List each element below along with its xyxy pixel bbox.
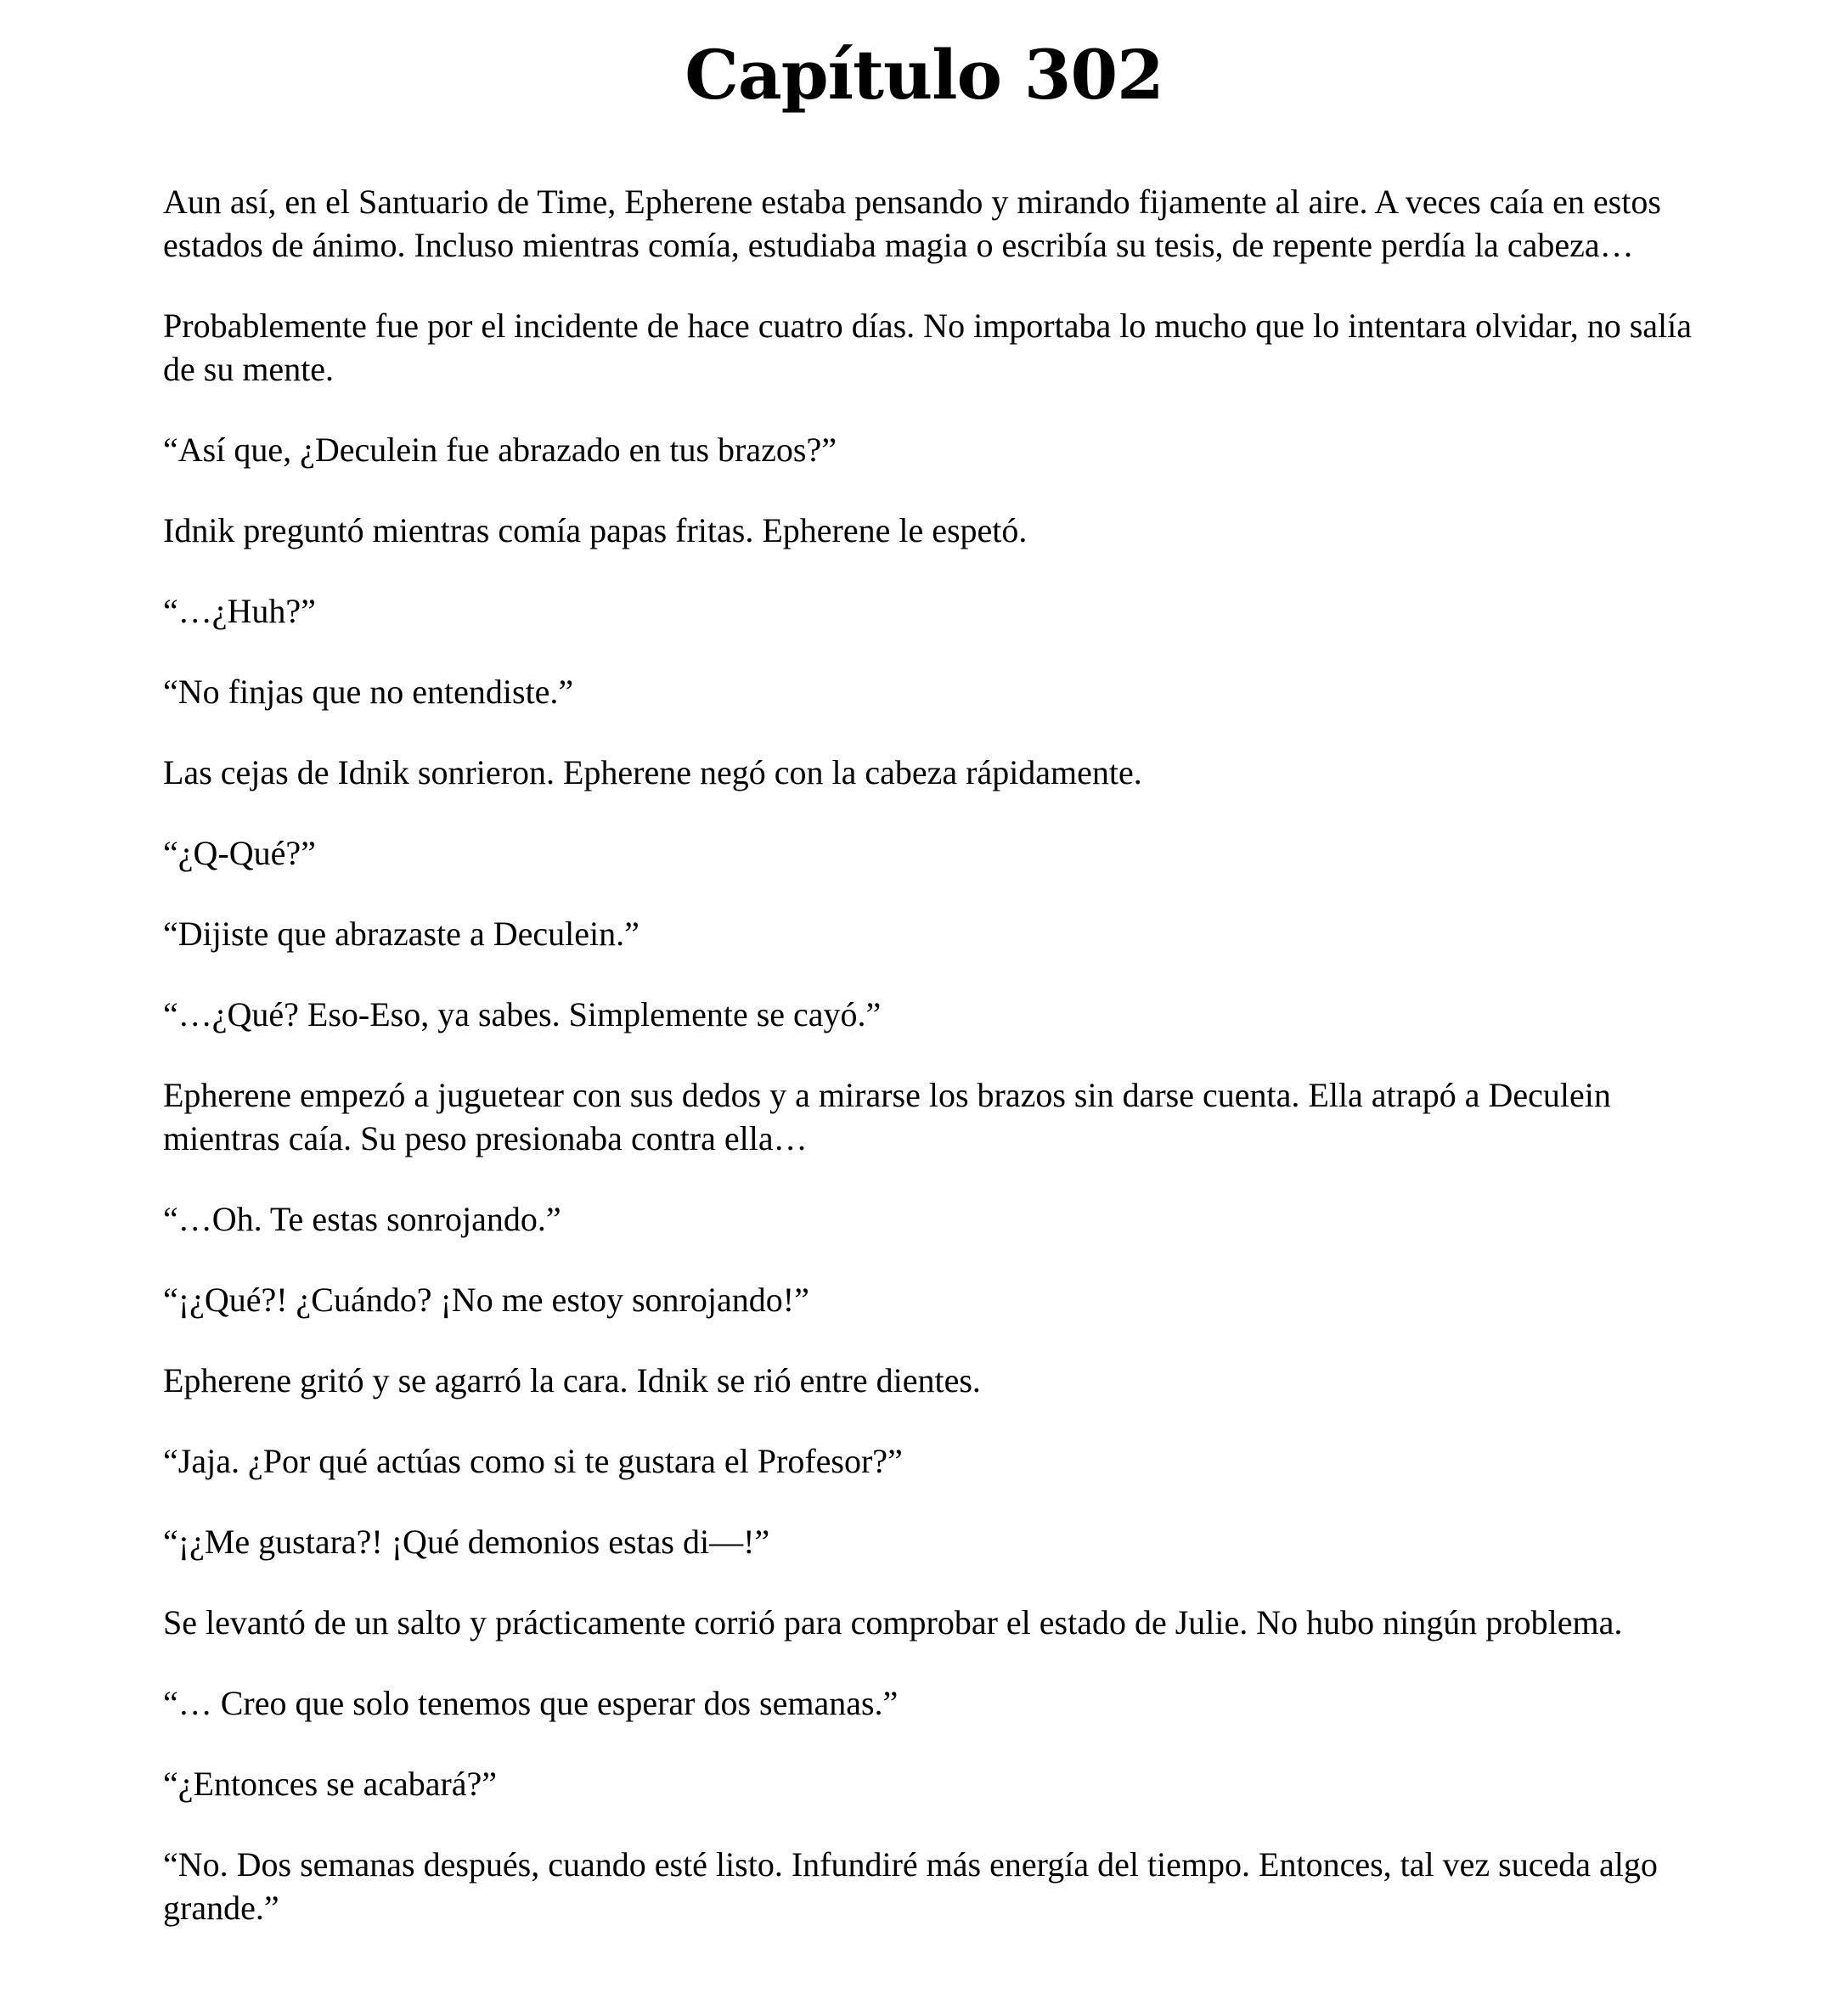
paragraph: “… Creo que solo tenemos que esperar dos semanas.”	[163, 1684, 899, 1722]
paragraph: “Dijiste que abrazaste a Deculein.”	[163, 915, 639, 953]
paragraph: “¿Q-Qué?”	[163, 834, 316, 872]
paragraph: “¡¿Me gustara?! ¡Qué demonios estas di—!”	[163, 1523, 770, 1561]
paragraph: “…¿Qué? Eso-Eso, ya sabes. Simplemente se cayó.”	[163, 995, 882, 1033]
paragraph: “Así que, ¿Deculein fue abrazado en tus brazos?”	[163, 431, 837, 469]
paragraph: Idnik preguntó mientras comía papas fritas. Epherene le espetó.	[163, 511, 1028, 549]
paragraph: “…Oh. Te estas sonrojando.”	[163, 1200, 561, 1238]
chapter-body	[163, 180, 1692, 1929]
paragraph: “No finjas que no entendiste.”	[163, 673, 574, 711]
paragraph: Las cejas de Idnik sonrieron. Epherene negó con la cabeza rápidamente.	[163, 753, 1142, 791]
paragraph: “…¿Huh?”	[163, 592, 316, 630]
paragraph: “No. Dos semanas después, cuando esté listo. Infundiré más energía del tiempo. Entonces, tal vez suceda algo grande.”	[163, 1845, 1658, 1927]
chapter-title: Capítulo 302	[685, 35, 1163, 115]
paragraph: Probablemente fue por el incidente de hace cuatro días. No importaba lo mucho que lo intentara olvidar, no salía de su mente.	[163, 307, 1692, 388]
paragraph: “¿Entonces se acabará?”	[163, 1765, 498, 1803]
paragraph: “Jaja. ¿Por qué actúas como si te gustara el Profesor?”	[163, 1442, 903, 1480]
paragraph: Epherene empezó a juguetear con sus dedos y a mirarse los brazos sin darse cuenta. Ella atrapó a Deculein mientras caía. Su peso presionaba contra ella…	[163, 1076, 1611, 1157]
paragraph: Se levantó de un salto y prácticamente corrió para comprobar el estado de Julie. No hubo ningún problema.	[163, 1603, 1623, 1641]
paragraph: Aun así, en el Santuario de Time, Epherene estaba pensando y mirando fijamente al aire. A veces caía en estos estados de ánimo. Incluso mientras comía, estudiaba magia o escribía su tesis, de repente perdía la cabeza…	[163, 183, 1661, 264]
paragraph: Epherene gritó y se agarró la cara. Idnik se rió entre dientes.	[163, 1361, 981, 1399]
paragraph: “¡¿Qué?! ¿Cuándo? ¡No me estoy sonrojando!”	[163, 1281, 809, 1319]
